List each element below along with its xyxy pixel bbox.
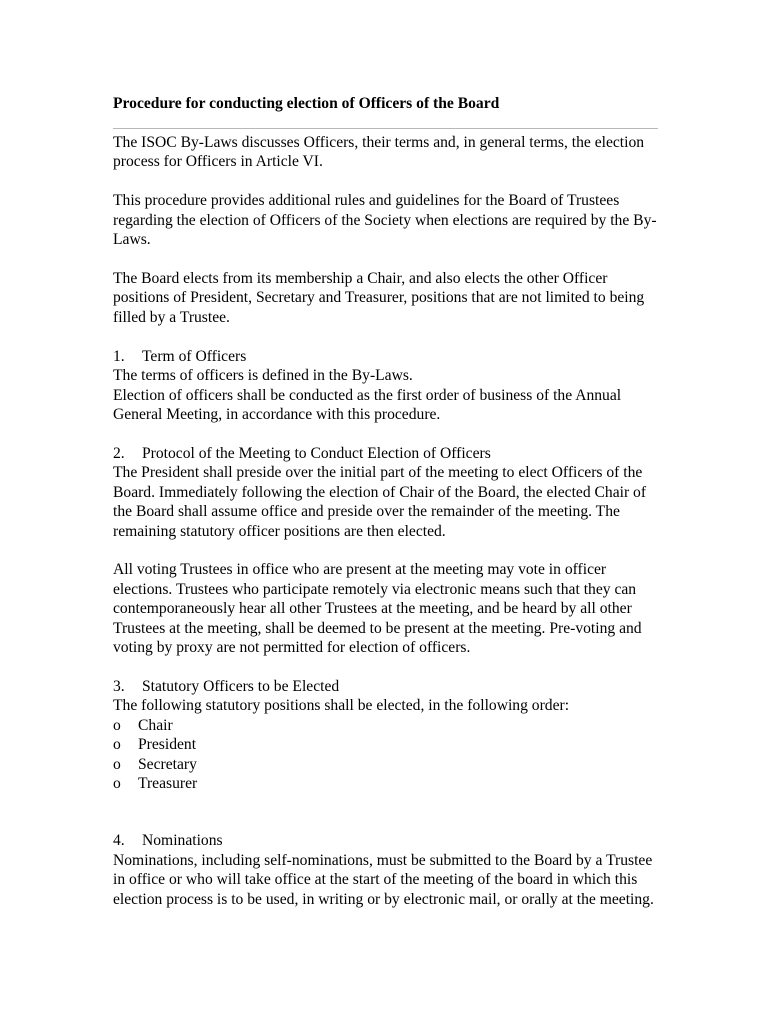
section-number: 3. (113, 677, 125, 695)
list-item (113, 735, 658, 754)
list-item-text: Treasurer (138, 774, 198, 792)
section-spacer (113, 793, 658, 831)
section-paragraph: All voting Trustees in office who are present at the meeting may vote in officer elections. Trustees who participate remotely via electronic means such that they can contemporaneously hear all other Trustees at the meeting, and be heard by all other Trustees at the meeting, shall be deemed to be present at the meeting. Pre-voting and voting by proxy are not permitted for election of officers. (113, 561, 642, 657)
section-heading (113, 347, 658, 366)
bullet-marker: o (113, 716, 121, 734)
officer-list (113, 716, 658, 794)
bullet-marker: o (113, 736, 121, 754)
list-item (113, 755, 658, 774)
section-term-of-officers (113, 347, 658, 425)
section-line: The terms of officers is defined in the By-Laws. (113, 367, 413, 385)
section-nominations (113, 831, 658, 909)
section-statutory-officers (113, 677, 658, 793)
section-heading (113, 831, 658, 850)
section-intro: The following statutory positions shall be elected, in the following order: (113, 697, 570, 715)
intro-paragraph-1: The ISOC By-Laws discusses Officers, their terms and, in general terms, the election process for Officers in Article VI. (113, 134, 645, 171)
section-protocol (113, 444, 658, 541)
section-heading-text: Protocol of the Meeting to Conduct Election of Officers (142, 444, 491, 462)
section-number: 4. (113, 832, 125, 850)
section-heading (113, 677, 658, 696)
list-item (113, 774, 658, 793)
section-heading (113, 444, 658, 463)
section-paragraph: The President shall preside over the initial part of the meeting to elect Officers of the Board. Immediately following the election of Chair of the Board, the elected Chair of the Board shall assume office and preside over the remainder of the meeting. The remaining statutory officer positions are then elected. (113, 464, 647, 540)
section-paragraph: Nominations, including self-nominations, must be submitted to the Board by a Trustee in office or who will take office at the start of the meeting of the board in which this election process is to be used, in writing or by electronic mail, or orally at the meeting. (113, 851, 654, 908)
section-number: 2. (113, 444, 125, 462)
section-heading-text: Statutory Officers to be Elected (142, 677, 340, 695)
list-item-text: Chair (138, 716, 173, 734)
section-heading-text: Nominations (142, 832, 223, 850)
section-line: Election of officers shall be conducted as the first order of business of the Annual General Meeting, in accordance with this procedure. (113, 386, 622, 423)
section-number: 1. (113, 347, 125, 365)
section-heading-text: Term of Officers (142, 347, 247, 365)
bullet-marker: o (113, 755, 121, 773)
list-item-text: Secretary (138, 755, 197, 773)
document-page (113, 94, 658, 929)
list-item (113, 716, 658, 735)
intro-paragraph-2: This procedure provides additional rules and guidelines for the Board of Trustees regarding the election of Officers of the Society when elections are required by the By-Laws. (113, 192, 657, 249)
title-divider (113, 128, 658, 129)
bullet-marker: o (113, 774, 121, 792)
document-title: Procedure for conducting election of Officers of the Board (113, 95, 500, 112)
list-item-text: President (138, 736, 197, 754)
intro-paragraph-3: The Board elects from its membership a Chair, and also elects the other Officer positions of President, Secretary and Treasurer, positions that are not limited to being filled by a Trustee. (113, 270, 645, 326)
